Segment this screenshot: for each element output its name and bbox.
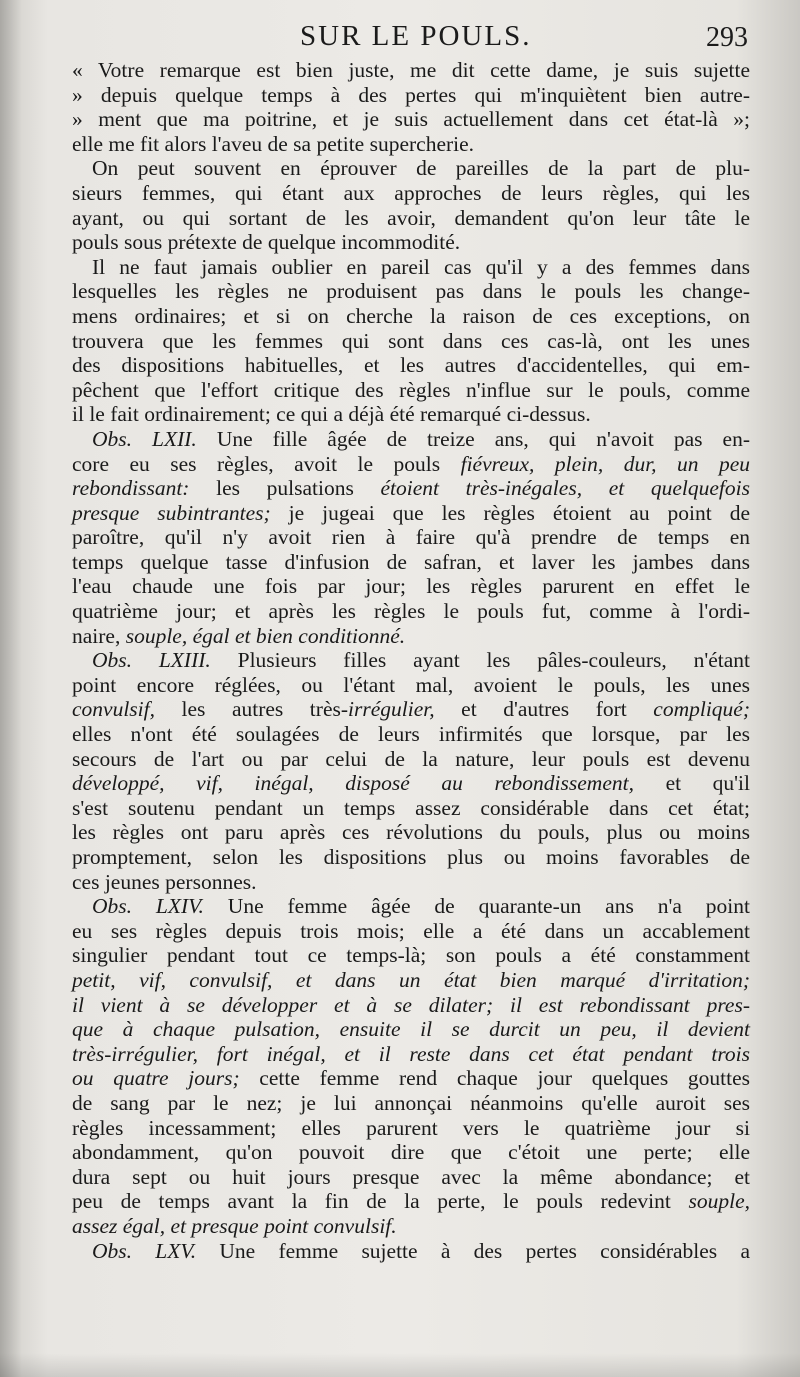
text-run: point encore réglées, ou l'étant mal, avoient le pouls, les unes (72, 672, 750, 697)
text-run: secours de l'art ou par celui de la nature, leur pouls est devenu (72, 746, 750, 771)
text-line (72, 747, 750, 772)
text-run: Il ne faut jamais oublier en pareil cas qu'il y a des femmes dans (92, 254, 750, 279)
text-run: l'eau chaude une fois par jour; les règles parurent en effet le (72, 574, 750, 599)
paragraph (72, 255, 750, 427)
text-line (72, 1116, 750, 1141)
text-run: peu de temps avant la fin de la perte, le pouls redevint (72, 1189, 689, 1214)
page-edge-shade (0, 1353, 800, 1377)
text-run: trouvera que les femmes qui sont dans ces cas-là, ont les unes (72, 328, 750, 353)
text-line (72, 648, 750, 673)
italic-text: Obs. LXII. (92, 426, 197, 451)
text-line (72, 255, 750, 280)
paragraph (72, 427, 750, 648)
text-run: elle me fit alors l'aveu de sa petite supercherie. (72, 131, 475, 156)
page-number: 293 (706, 22, 748, 53)
text-run: il le fait ordinairement; ce qui a déjà été remarqué ci-dessus. (72, 402, 591, 427)
text-run: singulier pendant tout ce temps-là; son pouls a été constamment (72, 943, 750, 968)
paragraph (72, 58, 750, 156)
italic-text: Obs. LXIV. (92, 894, 204, 919)
text-run: sieurs femmes, qui étant aux approches de leurs règles, qui les (72, 180, 750, 205)
text-line (72, 107, 750, 132)
text-run: temps quelque tasse d'infusion de safran, et laver les jambes dans (72, 549, 750, 574)
text-line (72, 968, 750, 993)
italic-text: irrégulier, (348, 697, 435, 722)
text-line (72, 919, 750, 944)
text-run: eu ses règles depuis trois mois; elle a été dans un accablement (72, 918, 750, 943)
text-run: Une femme sujette à des pertes considérables a (196, 1238, 750, 1263)
text-line (72, 402, 750, 427)
italic-text: rebondissant: (72, 476, 190, 501)
text-line (72, 279, 750, 304)
text-line (72, 181, 750, 206)
text-run: ces jeunes personnes. (72, 869, 257, 894)
italic-text: que à chaque pulsation, ensuite il se durcit un peu, il devient (72, 1017, 750, 1042)
text-line (72, 894, 750, 919)
italic-text: développé, vif, inégal, disposé au rebondissement, (72, 771, 634, 796)
text-run: des dispositions habituelles, et les autres d'accidentelles, qui em- (72, 353, 750, 378)
text-run: abondamment, qu'on pouvoit dire que c'étoit une perte; elle (72, 1140, 750, 1165)
italic-text: Obs. LXIII. (92, 648, 211, 673)
gutter-shadow (0, 0, 22, 1377)
text-line (72, 378, 750, 403)
text-line (72, 353, 750, 378)
italic-text: souple, (688, 1189, 750, 1214)
text-line (72, 1214, 750, 1239)
italic-text: compliqué; (653, 697, 750, 722)
text-line (72, 673, 750, 698)
text-line (72, 550, 750, 575)
paragraph (72, 1239, 750, 1264)
text-line (72, 845, 750, 870)
running-head (0, 18, 800, 54)
text-run: mens ordinaires; et si on cherche la raison de ces exceptions, on (72, 303, 750, 328)
text-line (72, 156, 750, 181)
text-run: les pulsations (189, 476, 381, 501)
text-run: naire, (72, 623, 126, 648)
text-run: On peut souvent en éprouver de pareilles de la part de plu- (92, 156, 750, 181)
text-run: dura sept ou huit jours presque avec la même abondance; et (72, 1164, 750, 1189)
text-line (72, 132, 750, 157)
text-line (72, 476, 750, 501)
text-run: cette femme rend chaque jour quelques gouttes (239, 1066, 751, 1091)
text-line (72, 452, 750, 477)
text-line (72, 1189, 750, 1214)
text-line (72, 624, 750, 649)
text-line (72, 83, 750, 108)
text-run: pêchent que l'effort critique des règles n'influe sur le pouls, comme (72, 377, 750, 402)
text-line (72, 820, 750, 845)
text-run: quatrième jour; et après les règles le pouls fut, comme à l'ordi- (72, 599, 750, 624)
text-line (72, 771, 750, 796)
italic-text: petit, vif, convulsif, et dans un état bien marqué d'irritation; (72, 967, 750, 992)
italic-text: convulsif, (72, 697, 155, 722)
italic-text: étoient très-inégales, et quelquefois (380, 476, 750, 501)
text-run: règles incessamment; elles parurent vers le quatrième jour si (72, 1115, 750, 1140)
italic-text: souple, égal et bien conditionné. (125, 623, 406, 648)
text-run: Plusieurs filles ayant les pâles-couleurs, n'étant (210, 648, 750, 673)
text-run: core eu ses règles, avoit le pouls (72, 451, 461, 476)
text-line (72, 427, 750, 452)
text-run: de sang par le nez; je lui annonçai néanmoins qu'elle auroit ses (72, 1090, 750, 1115)
text-line (72, 1042, 750, 1067)
text-line (72, 525, 750, 550)
italic-text: presque subintrantes; (72, 500, 271, 525)
text-line (72, 304, 750, 329)
italic-text: il vient à se développer et à se dilater; il est rebondissant pres- (72, 992, 750, 1017)
text-run: je jugeai que les règles étoient au point de (270, 500, 750, 525)
body-text (72, 58, 750, 1263)
text-line (72, 943, 750, 968)
text-run: » depuis quelque temps à des pertes qui m'inquiètent bien autre- (72, 82, 750, 107)
text-line (72, 501, 750, 526)
text-run: paroître, qu'il n'y avoit rien à faire qu'à prendre de temps en (72, 525, 750, 550)
italic-text: assez égal, et presque point convulsif. (72, 1213, 397, 1238)
text-line (72, 1140, 750, 1165)
text-line (72, 796, 750, 821)
text-line (72, 1017, 750, 1042)
italic-text: Obs. LXV. (92, 1238, 197, 1263)
text-line (72, 206, 750, 231)
paragraph (72, 894, 750, 1238)
text-run: Une femme âgée de quarante-un ans n'a point (203, 894, 750, 919)
italic-text: fiévreux, plein, dur, un peu (460, 451, 751, 476)
text-line (72, 870, 750, 895)
text-line (72, 1091, 750, 1116)
text-run: promptement, selon les dispositions plus ou moins favorables de (72, 845, 750, 869)
text-run: les règles ont paru après ces révolutions du pouls, plus ou moins (72, 820, 750, 845)
text-run: » ment que ma poitrine, et je suis actuellement dans cet état-là »; (72, 107, 750, 132)
italic-text: très-irrégulier, fort inégal, et il reste dans cet état pendant trois (72, 1041, 750, 1066)
running-title: SUR LE POULS. (300, 20, 532, 52)
text-run: ayant, ou qui sortant de les avoir, demandent qu'on leur tâte le (72, 205, 750, 230)
text-line (72, 230, 750, 255)
text-line (72, 599, 750, 624)
text-line (72, 574, 750, 599)
text-line (72, 722, 750, 747)
text-run: et d'autres fort (434, 697, 654, 722)
text-line (72, 1165, 750, 1190)
text-line (72, 1066, 750, 1091)
text-line (72, 329, 750, 354)
text-line (72, 58, 750, 83)
paragraph (72, 156, 750, 254)
text-run: s'est soutenu pendant un temps assez considérable dans cet état; (72, 795, 750, 820)
italic-text: ou quatre jours; (72, 1066, 240, 1091)
text-run: pouls sous prétexte de quelque incommodité. (72, 230, 461, 255)
text-run: et qu'il (633, 771, 750, 796)
text-run: « Votre remarque est bien juste, me dit cette dame, je suis sujette (72, 58, 750, 82)
text-run: lesquelles les règles ne produisent pas dans le pouls les change- (72, 279, 750, 304)
text-line (72, 697, 750, 722)
text-run: elles n'ont été soulagées de leurs infirmités que lorsque, par les (72, 722, 750, 747)
text-line (72, 1239, 750, 1264)
text-line (72, 993, 750, 1018)
paragraph (72, 648, 750, 894)
text-run: les autres très- (155, 697, 349, 722)
text-run: Une fille âgée de treize ans, qui n'avoit pas en- (196, 426, 750, 451)
